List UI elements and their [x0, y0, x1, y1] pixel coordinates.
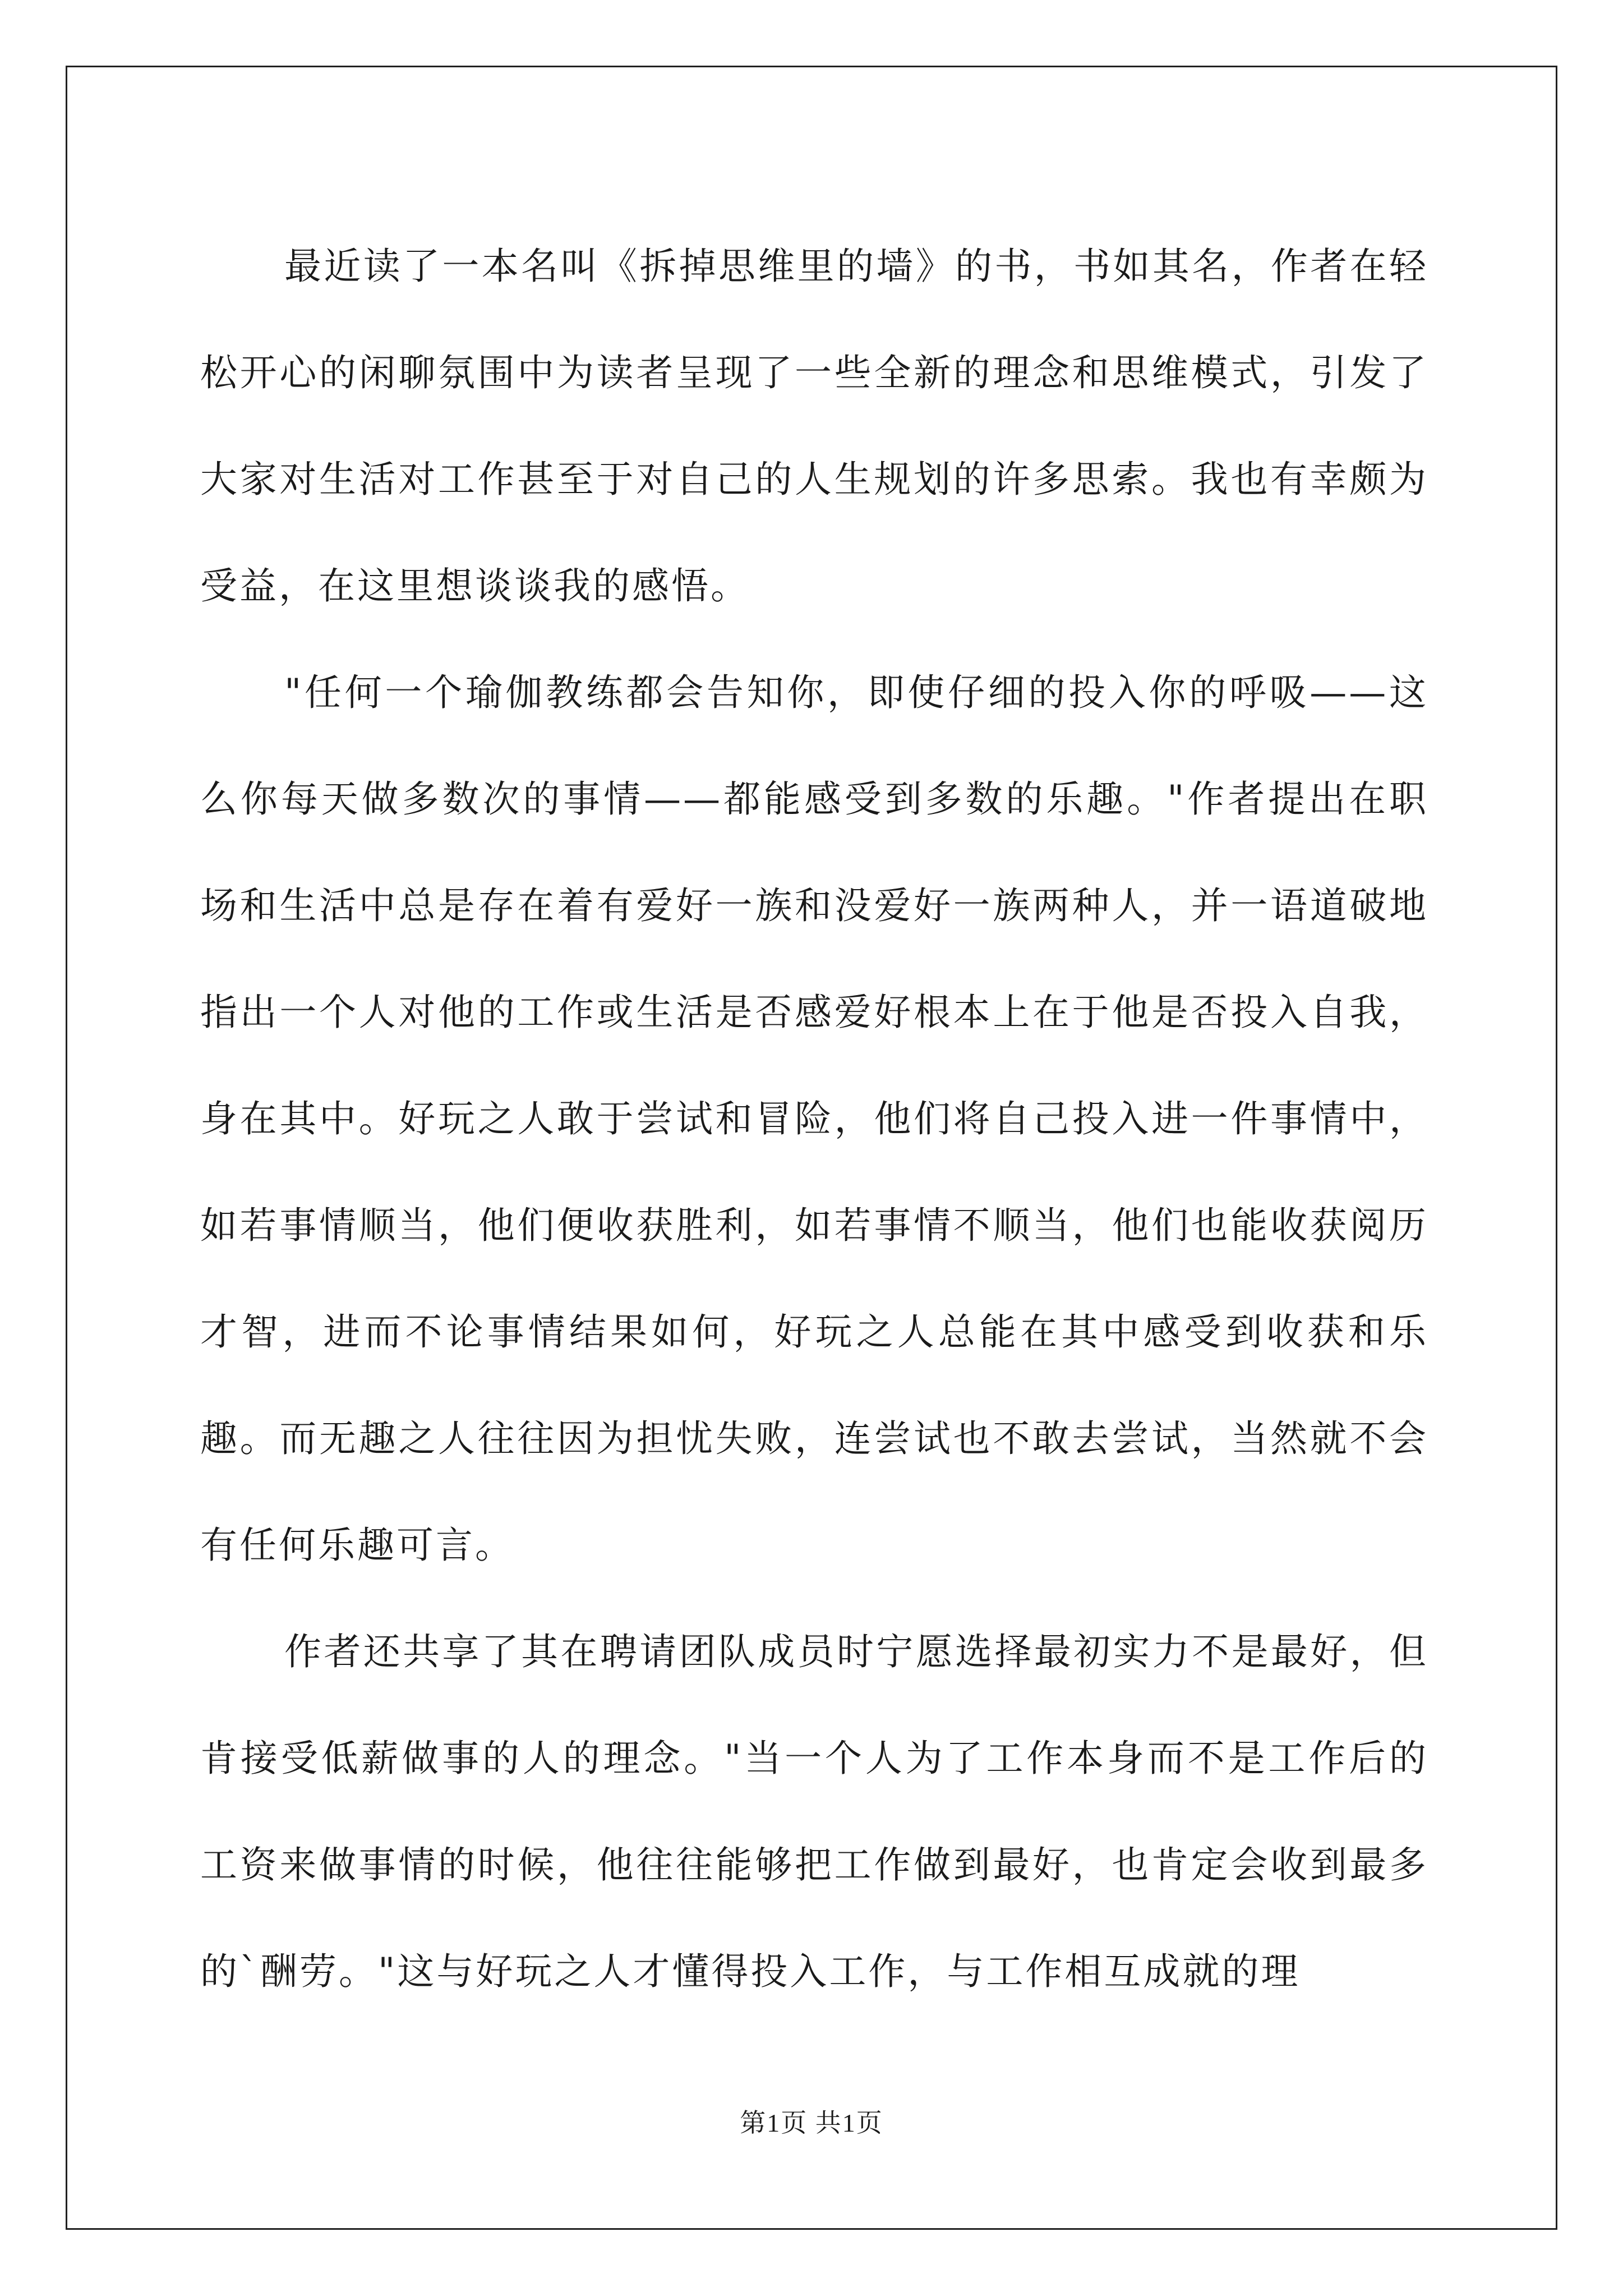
paragraph-3: 作者还共享了其在聘请团队成员时宁愿选择最初实力不是最好，但肯接受低薪做事的人的理念。"当一个人为了工作本身而不是工作后的工资来做事情的时候，他往往能够把工作做到最好，也肯定会收到最多的`酬劳。"这与好玩之人才懂得投入工作，与工作相互成就的理	[200, 1630, 1428, 1993]
paragraph-1: 最近读了一本名叫《拆掉思维里的墙》的书，书如其名，作者在轻松开心的闲聊氛围中为读者呈现了一些全新的理念和思维模式，引发了大家对生活对工作甚至于对自己的人生规划的许多思索。我也有幸颇为受益，在这里想谈谈我的感悟。	[200, 245, 1428, 608]
page-number-footer: 第1页 共1页	[740, 2109, 883, 2137]
document-body	[200, 213, 1428, 2025]
paragraph-2: "任何一个瑜伽教练都会告知你，即使仔细的投入你的呼吸——这么你每天做多数次的事情——都能感受到多数的乐趣。"作者提出在职场和生活中总是存在着有爱好一族和没爱好一族两种人，并一语道破地指出一个人对他的工作或生活是否感爱好根本上在于他是否投入自我，身在其中。好玩之人敢于尝试和冒险，他们将自己投入进一件事情中，如若事情顺当，他们便收获胜利，如若事情不顺当，他们也能收获阅历才智，进而不论事情结果如何，好玩之人总能在其中感受到收获和乐趣。而无趣之人往往因为担忧失败，连尝试也不敢去尝试，当然就不会有任何乐趣可言。	[200, 671, 1428, 1567]
